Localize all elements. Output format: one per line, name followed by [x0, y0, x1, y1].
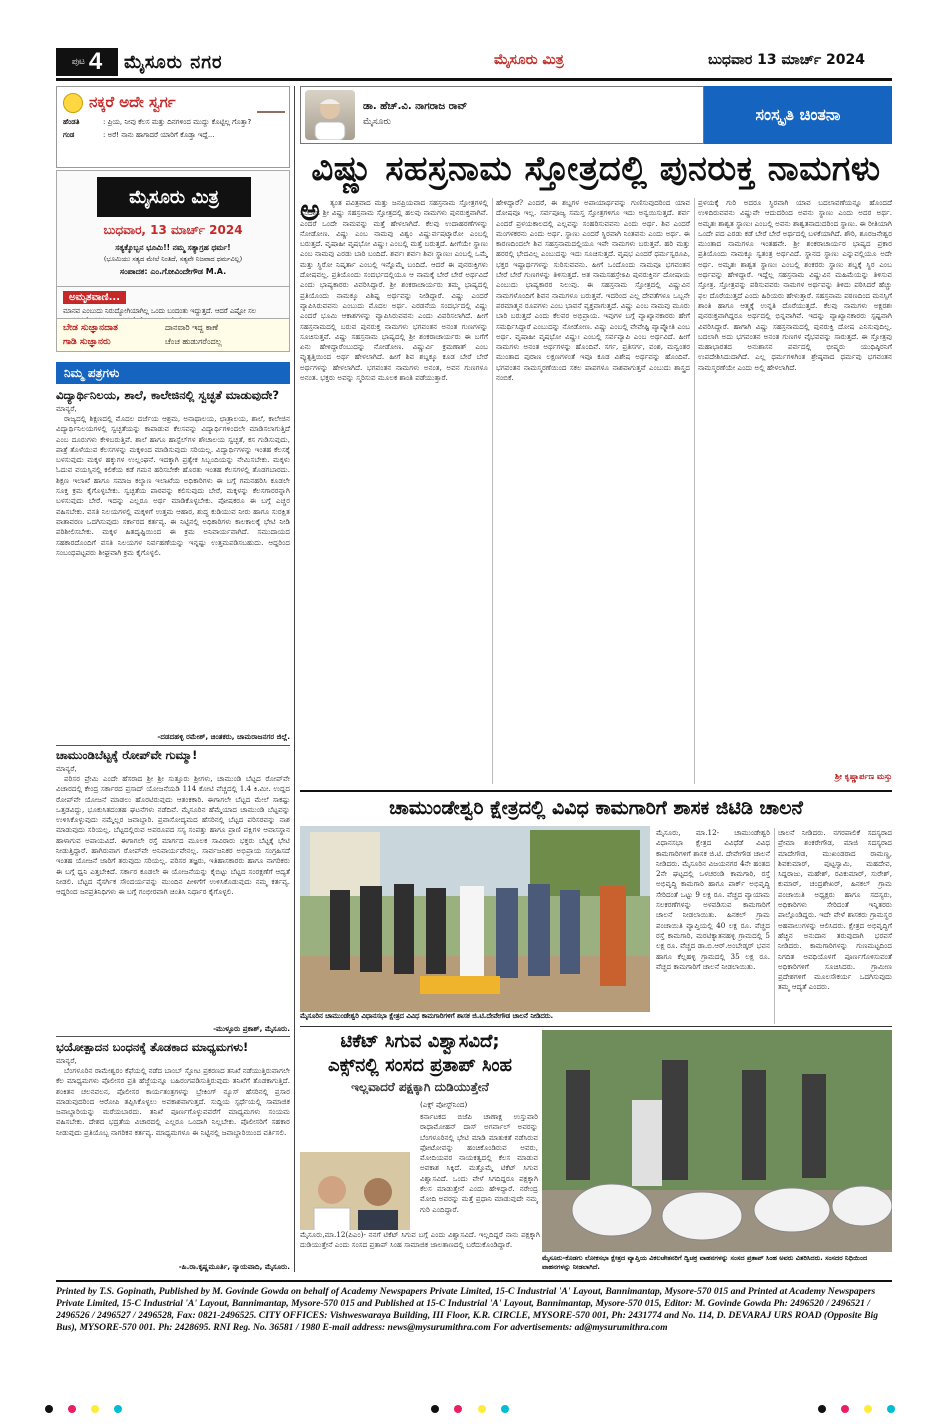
- scooter-distribution-photo: [542, 1030, 892, 1252]
- joke-box: [56, 86, 290, 168]
- column-divider: [492, 198, 493, 784]
- letter3-headline: ಭಯೋತ್ಪಾದನ ಬಂಧನಕ್ಕೆ ತೊಡಕಾದ ಮಾಧ್ಯಮಗಳು!: [56, 1040, 249, 1054]
- ticket-subhead: ಇಲ್ಲವಾದರೆ ಪಕ್ಷಕ್ಕಾಗಿ ದುಡಿಯುತ್ತೇನೆ: [351, 1080, 489, 1094]
- drop-cap: ಅ: [300, 193, 320, 228]
- masthead-logo: ಮೈಸೂರು ಮಿತ್ರ: [97, 177, 251, 217]
- laughing-face-icon: [63, 93, 83, 117]
- scooter-photo-caption: ಮೈಸೂರು-ಕೊಡಗು ಲೋಕಸಭಾ ಕ್ಷೇತ್ರದ ವ್ಯಾಪ್ತಿಯ ವಿಕಲಚೇತನರಿಗೆ ದ್ವಿಚಕ್ರ ವಾಹನಗಳನ್ನು ಸಂಸದ ಪ್ರತಾಪ್ ಸಿಂಹ ಅವರು ವಿತರಿಸಿದರು. ಸಂಸದರ ನಿಧಿಯಿಂದ ವಾಹನಗಳನ್ನು ನೀಡಲಾಗಿದೆ.: [542, 1254, 868, 1271]
- author-box: [300, 86, 704, 144]
- masthead-tagline-sub: (ಭೂಮಿಯು ಸತ್ಯದ ಮೇಲೆ ನಿಂತಿದೆ, ಸತ್ಯವೇ ನಿಜವಾದ ಧರ್ಮವಿಲ್ಲ): [103, 255, 243, 263]
- joke-dialogue: [63, 117, 285, 140]
- reg-dot: [864, 1405, 872, 1413]
- letter1-salutation: ಮಾನ್ಯರೆ,: [56, 404, 77, 413]
- divider: [56, 1036, 290, 1037]
- main-article-col3: ಪ್ರಳಯಕ್ಕೆ ಗುರಿ ಅದರೂ ಸ್ಥಿರವಾಗಿ ಯಾವ ಬದಲಾವಣೆಯನ್ನೂ ಹೊಂದದೆ ಉಳಿದಿರುವವನು ವಿಷ್ಣುವೇ ಆದುದರಿಂದ ಅವನು ಸ್ಥಾಣು ಎಂದು ಅದರ ಅರ್ಥ. ಅಮೃತಃ ಶಾಶ್ವತ ಸ್ಥಾಣುಃ ಎಂಬಲ್ಲಿ ಅವನು ಶಾಶ್ವತನಾದುದರಿಂದ ಸ್ಥಾಣು. ಈ ರೀತಿಯಾಗಿ ಒಂದೇ ಪದ ಎರಡು ಕಡೆ ಬೇರೆ ಬೇರೆ ಅರ್ಥದಲ್ಲಿ ಬಳಕೆಯಾಗಿದೆ. ಶೌರಿ, ಶೂರಜನೇಶ್ವರ ಮುಂತಾದ ನಾಮಗಳೂ ಇಂತಹವೇ. ಶ್ರೀ ಶಂಕರಾಚಾರ್ಯರ ಭಾಷ್ಯದ ಪ್ರಕಾರ ಪ್ರತಿಯೊಂದು ನಾಮಕ್ಕೂ ಸ್ವತಂತ್ರ ಅರ್ಥವಿದೆ. ಸ್ಥಾನದ ಸ್ಥಾಣು ಎನ್ನುವಲ್ಲಿಯೂ ಅದೇ ಅರ್ಥ. ಅಮೃತಃ ಶಾಶ್ವತ ಸ್ಥಾಣುಃ ಎಂಬಲ್ಲಿ ಶಂಕರರು ಸ್ಥಾಣು ಶಬ್ದಕ್ಕೆ ಸ್ಥಿರ ಎಂಬ ಅರ್ಥವನ್ನು ಹೇಳಿದ್ದಾರೆ. ಇದ್ದೆಲ್ಲ ಸಹಸ್ರನಾಮ ವಿಷ್ಣುವಿನ ಮಹಿಮೆಯನ್ನು ತಿಳಿಸುವ ಸ್ತೋತ್ರ. ಸ್ತೋತ್ರವನ್ನು ಪಠಿಸುವವರು ನಾಮಗಳ ಅರ್ಥವನ್ನು ತಿಳಿದು ಪಠಿಸಿದರೆ ಹೆಚ್ಚು ಫಲ ದೊರೆಯುತ್ತದೆ ಎಂದು ಹಿರಿಯರು ಹೇಳುತ್ತಾರೆ. ಸಹಸ್ರನಾಮ ಪಠಣದಿಂದ ಮನಸ್ಸಿಗೆ ಶಾಂತಿ ಹಾಗೂ ಆತ್ಮಕ್ಕೆ ಉನ್ನತಿ ದೊರೆಯುತ್ತದೆ. ಕೆಲವು ನಾಮಗಳು ಅಕ್ಷರಶಃ ಪುನರುಕ್ತವಾಗಿದ್ದರೂ ಅರ್ಥದಲ್ಲಿ ಭಿನ್ನವಾಗಿವೆ. ಇದನ್ನು ವ್ಯಾಖ್ಯಾನಕಾರರು ಸ್ಪಷ್ಟವಾಗಿ ವಿವರಿಸಿದ್ದಾರೆ. ಹಾಗಾಗಿ ವಿಷ್ಣು ಸಹಸ್ರನಾಮದಲ್ಲಿ ಪುನರುಕ್ತಿ ದೋಷ ಎನಿಸುವುದಿಲ್ಲ. ಬದಲಾಗಿ ಅದು ಭಗವಂತನ ಅನಂತ ಗುಣಗಳ ವೈಭವವನ್ನು ಸಾರುತ್ತದೆ. ಈ ಸ್ತೋತ್ರವು ಮಹಾಭಾರತದ ಅನುಶಾಸನ ಪರ್ವದಲ್ಲಿ ಭೀಷ್ಮರು ಯುಧಿಷ್ಠಿರನಿಗೆ ಉಪದೇಶಿಸಿದುದಾಗಿದೆ. ಎಲ್ಲ ಧರ್ಮಗಳಿಗಿಂತ ಶ್ರೇಷ್ಠವಾದ ಧರ್ಮವು ಭಗವಂತನ ನಾಮಸ್ಮರಣೆಯೇ ಎಂದು ಅಲ್ಲಿ ಹೇಳಲಾಗಿದೆ.: [698, 198, 892, 372]
- registration-marks: [40, 1398, 900, 1410]
- event-photo-caption: ಮೈಸೂರಿನ ಚಾಮುಂಡೇಶ್ವರಿ ವಿಧಾನಸಭಾ ಕ್ಷೇತ್ರದ ವಿವಿಧ ಕಾಮಗಾರಿಗಳಿಗೆ ಶಾಸಕ ಜಿ.ಟಿ.ದೇವೇಗೌಡ ಚಾಲನೆ ನೀಡಿದರು.: [300, 1012, 554, 1020]
- page-number: 4: [88, 48, 103, 75]
- reg-dot: [45, 1405, 53, 1413]
- column-title: ಸಂಸ್ಕೃತಿ ಚಿಂತನಾ: [704, 86, 892, 144]
- ticket-headline-block: [300, 1030, 540, 1096]
- ticket-body-bottom: ಮೈಸೂರು,ಮಾ.12(ಪಿಎಂ)- ನನಗೆ ಟಿಕೆಟ್ ಸಿಗುವ ಬಗ್ಗೆ ಎಂದು ವಿಶ್ವಾಸವಿದೆ. ಇಲ್ಲದಿದ್ದರೆ ನಾನು ಪಕ್ಷಕ್ಕಾಗಿ ದುಡಿಯುತ್ತೇನೆ ಎಂದು ಸಂಸದ ಪ್ರತಾಪ್ ಸಿಂಹ ಸಾಮಾಜಿಕ ಜಾಲತಾಣದಲ್ಲಿ ಬರೆದುಕೊಂಡಿದ್ದಾರೆ.: [300, 1230, 540, 1270]
- verse-left-1: ಬೇಡ ಸುಜ್ಞಾನದಾತ: [63, 323, 118, 333]
- event-photo: [300, 826, 650, 1012]
- divider: [300, 1026, 892, 1027]
- letter3-salutation: ಮಾನ್ಯರೆ,: [56, 1056, 77, 1065]
- amrita-text: ಮಾನವ ಎಂಬುದು ನಿರುದ್ಯೋಗಿಯಾಗಿಲ್ಲ ಒಂದು ಬಂದಂತು ಇದ್ದುತ್ತದೆ. ಆದರೆ ಎಷ್ಟೋ ಸಲ: [63, 307, 257, 315]
- joke-line: [63, 117, 285, 127]
- verse-right-2: ಚೆಂಚ ಹುಡುಗರೆಂದಲ್ಲ: [165, 337, 222, 346]
- main-headline: ವಿಷ್ಣು ಸಹಸ್ರನಾಮ ಸ್ತೋತ್ರದಲ್ಲಿ ಪುನರುಕ್ತ ನಾಮಗಳು: [311, 149, 881, 189]
- masthead-date: ಬುಧವಾರ, 13 ಮಾರ್ಚ್ 2024: [103, 223, 243, 237]
- column-divider: [774, 828, 775, 1024]
- reg-dot: [91, 1405, 99, 1413]
- registration-marks-right: [813, 1398, 900, 1417]
- letter3-body: ಬೆಂಗಳೂರಿನ ರಾಮೇಶ್ವರಂ ಕೆಫೆಯಲ್ಲಿ ನಡೆದ ಬಾಂಬ್ ಸ್ಫೋಟ ಪ್ರಕರಣದ ತನಿಖೆ ನಡೆಯುತ್ತಿರುವಾಗಲೇ ಕೆಲ ಮಾಧ್ಯಮಗಳು ಪೊಲೀಸರ ಪ್ರತಿ ಹೆಜ್ಜೆಯನ್ನೂ ಬಹಿರಂಗಪಡಿಸುತ್ತಿರುವುದು ತನಿಖೆಗೆ ತೊಡಕಾಗುತ್ತಿದೆ. ಶಂಕಿತನ ಚಲನವಲನ, ಪೊಲೀಸರ ಕಾರ್ಯತಂತ್ರಗಳನ್ನು ಬ್ರೇಕಿಂಗ್ ನ್ಯೂಸ್ ಹೆಸರಿನಲ್ಲಿ ಪ್ರಸಾರ ಮಾಡುವುದರಿಂದ ಆರೋಪಿ ತಪ್ಪಿಸಿಕೊಳ್ಳಲು ಅವಕಾಶವಾಗುತ್ತದೆ. ಸುದ್ದಿಯ ಸ್ಪರ್ಧೆಯಲ್ಲಿ ಸಾಮಾಜಿಕ ಜವಾಬ್ದಾರಿಯನ್ನು ಮರೆಯಬಾರದು. ತನಿಖೆ ಪೂರ್ಣಗೊಳ್ಳುವವರೆಗೆ ಮಾಧ್ಯಮಗಳು ಸಂಯಮ ವಹಿಸಬೇಕು. ದೇಶದ ಭದ್ರತೆಯ ವಿಚಾರದಲ್ಲಿ ಎಲ್ಲರೂ ಒಂದಾಗಿ ನಿಲ್ಲಬೇಕು. ಪೊಲೀಸರಿಗೆ ಸಹಕಾರ ನೀಡುವುದು ಪ್ರತಿಯೊಬ್ಬ ನಾಗರಿಕನ ಕರ್ತವ್ಯ. ಮಾಧ್ಯಮಗಳೂ ಈ ನಿಟ್ಟಿನಲ್ಲಿ ಜವಾಬ್ದಾರಿಯಿಂದ ವರ್ತಿಸಲಿ.: [56, 1066, 290, 1137]
- main-article-col2: ಹೇಳಿದ್ದಾರೆ? ಎಂದರೆ, ಈ ಶಬ್ದಗಳ ಅಪಾಯಾರ್ಥವನ್ನು ಗುಣಿಸುವುದರಿಂದ ಯಾವ ದೋಷವೂ ಇಲ್ಲ. ಸರ್ವಪೂಜ್ಯ ಸಮಸ್ತ ಸ್ತೋತ್ರಗಳಿಗೂ ಇದು ಅನ್ವಯಿಸುತ್ತದೆ. ಶರ್ವ ಎಂದರೆ ಪ್ರಳಯಕಾಲದಲ್ಲಿ ಎಲ್ಲವನ್ನು ಸಂಹರಿಸುವವನು ಎಂದು ಅರ್ಥ. ಶಿವ ಎಂದರೆ ಮಂಗಳಕರನು ಎಂದು ಅರ್ಥ. ಸ್ಥಾಣು ಎಂದರೆ ಸ್ಥಿರವಾಗಿ ನಿಂತವನು ಎಂದು ಅರ್ಥ. ಈ ಕಾರಣದಿಂದಲೇ ಶಿವ ಸಹಸ್ರನಾಮದಲ್ಲಿಯೂ ಇವೇ ನಾಮಗಳು ಬರುತ್ತವೆ. ಹರಿ ಮತ್ತು ಹರರಲ್ಲಿ ಭೇದವಿಲ್ಲ ಎಂಬುದನ್ನು ಇದು ಸೂಚಿಸುತ್ತದೆ. ವೃಷಭ ಎಂದರೆ ಧರ್ಮಸ್ವರೂಪಿ, ಭಕ್ತರ ಇಷ್ಟಾರ್ಥಗಳನ್ನು ಸುರಿಸುವವನು. ಹೀಗೆ ಒಂದೊಂದು ನಾಮವೂ ಭಗವಂತನ ಬೇರೆ ಬೇರೆ ಗುಣಗಳನ್ನು ತಿಳಿಸುತ್ತದೆ. ಅತ ನಾಮಸಹಸ್ರೇಽಪಿ ಪುನರುಕ್ತಿರ್ನ ದೋಷಾಯ ಎಂಬುದು ಭಾಷ್ಯಕಾರರ ನಿಲುವು. ಈ ಸಹಸ್ರನಾಮ ಸ್ತೋತ್ರದಲ್ಲಿ ವಿಷ್ಣುವಿನ ನಾಮಗಳೊಂದಿಗೆ ಶಿವನ ನಾಮಗಳೂ ಬರುತ್ತವೆ. ಇದರಿಂದ ಎಲ್ಲ ದೇವತೆಗಳೂ ಒಬ್ಬನೇ ಪರಮಾತ್ಮನ ರೂಪಗಳು ಎಂಬ ಭಾವನೆ ವ್ಯಕ್ತವಾಗುತ್ತದೆ. ವಿಷ್ಣು ಎಂಬ ನಾಮವು ಮೂರು ಬಾರಿ ಬರುತ್ತದೆ ಎಂದು ಕೆಲವರ ಅಭಿಪ್ರಾಯ. ಇವುಗಳ ಬಗ್ಗೆ ವ್ಯಾಖ್ಯಾನಕಾರರು ಹೇಗೆ ಸಮರ್ಥಿಸಿದ್ದಾರೆ ಎಂಬುದನ್ನು ನೋಡೋಣ. ವಿಷ್ಣು ಎಂಬಲ್ಲಿ ವೇವೇಷ್ಟಿ ವ್ಯಾಪ್ನೋತಿ ಎಂಬ ಅರ್ಥ. ವೃಷಾಹೀ ವೃಷಭೋ ವಿಷ್ಣುಃ ಎಂಬಲ್ಲಿ ಸರ್ವವ್ಯಾಪಿ ಎಂಬ ಅರ್ಥವಿದೆ. ಹೀಗೆ ನಾಮಗಳು ಅನಂತ ಅರ್ಥಗಳನ್ನು ಹೊಂದಿವೆ. ಸರ್ಗ, ಪ್ರತಿಸರ್ಗ, ವಂಶ, ಮನ್ವಂತರ ಮುಂತಾದ ಪುರಾಣ ಲಕ್ಷಣಗಳಂತೆ ಇವೂ ಕೂಡ ವಿಶೇಷ ಅರ್ಥವನ್ನು ಹೊಂದಿವೆ. ಭಗವಂತನ ನಾಮಸ್ಮರಣೆಯಿಂದ ಸಕಲ ಪಾಪಗಳೂ ನಾಶವಾಗುತ್ತವೆ ಎಂಬುದು ಶಾಸ್ತ್ರದ ನಂಬಿಕೆ.: [496, 198, 690, 383]
- reg-dot: [454, 1405, 462, 1413]
- ticket-body-side: ಕರ್ನಾಟಕದ ಬಿಜೆಪಿ ಚಾಣಾಕ್ಷ ಉಸ್ತುವಾರಿ ರಾಧಾಮೋಹನ್ ದಾಸ್ ಅಗರ್ವಾಲ್ ಅವರನ್ನು ಬೆಂಗಳೂರಿನಲ್ಲಿ ಭೇಟಿ ಮಾಡಿ ಮಾತುಕತೆ ನಡೆಸಿರುವ ಫೋಟೋವನ್ನು ಹಂಚಿಕೊಂಡಿರುವ ಅವರು, ಮೋದಿಯವರ ನಾಯಕತ್ವದಲ್ಲಿ ಕೆಲಸ ಮಾಡುವ ಅವಕಾಶ ಸಿಕ್ಕಿದೆ. ಮತ್ತೊಮ್ಮೆ ಟಿಕೆಟ್ ಸಿಗುವ ವಿಶ್ವಾಸವಿದೆ. ಒಂದು ವೇಳೆ ಸಿಗದಿದ್ದರೂ ಪಕ್ಷಕ್ಕಾಗಿ ಕೆಲಸ ಮಾಡುತ್ತೇನೆ ಎಂದು ಹೇಳಿದ್ದಾರೆ. ನರೇಂದ್ರ ಮೋದಿ ಅವರನ್ನು ಮತ್ತೆ ಪ್ರಧಾನಿ ಮಾಡುವುದೇ ನಮ್ಮ ಗುರಿ ಎಂದಿದ್ದಾರೆ.: [420, 1112, 538, 1214]
- letter2-salutation: ಮಾನ್ಯರೆ,: [56, 764, 77, 773]
- verse-box: [56, 318, 290, 352]
- letter1-signature: -ದಡದಹಳ್ಳಿ ರಮೇಶ್, ಚಿಂತಕರು, ಚಾಮರಾಜನಗರ ಜಿಲ್ಲೆ.: [157, 732, 290, 741]
- reg-dot: [818, 1405, 826, 1413]
- letters-section-title: ನಿಮ್ಮ ಪತ್ರಗಳು: [56, 362, 290, 384]
- chamundeshwari-col2: ಚಾಲನೆ ನೀಡಿದರು. ನಗರಪಾಲಿಕೆ ಸದಸ್ಯರಾದ ಪ್ರೇಮಾ ಶಂಕರೇಗೌಡ, ಮಾಜಿ ಸದಸ್ಯರಾದ ಮಾದೇಗೌಡ, ಮುಖಂಡರಾದ ರಾಮಣ್ಣ, ಶಿವಕುಮಾರ್, ಪುಟ್ಟಸ್ವಾಮಿ, ಮಹದೇವ, ಸಿದ್ದರಾಜು, ಮಹೇಶ್, ರವಿಕುಮಾರ್, ಸುರೇಶ್, ಕುಮಾರ್, ಚಂದ್ರಶೇಖರ್, ಹಿನಕಲ್ ಗ್ರಾಮ ಪಂಚಾಯಿತಿ ಅಧ್ಯಕ್ಷರು ಹಾಗೂ ಸದಸ್ಯರು, ಅಧಿಕಾರಿಗಳು ಸೇರಿದಂತೆ ಇನ್ನಿತರರು ಪಾಲ್ಗೊಂಡಿದ್ದರು. ಇದೇ ವೇಳೆ ಶಾಸಕರು ಗ್ರಾಮಸ್ಥರ ಅಹವಾಲುಗಳನ್ನು ಆಲಿಸಿದರು. ಕ್ಷೇತ್ರದ ಅಭಿವೃದ್ಧಿಗೆ ಹೆಚ್ಚಿನ ಅನುದಾನ ತರುವುದಾಗಿ ಭರವಸೆ ನೀಡಿದರು. ಕಾಮಗಾರಿಗಳನ್ನು ಗುಣಮಟ್ಟದಿಂದ ನಿಗದಿತ ಅವಧಿಯೊಳಗೆ ಪೂರ್ಣಗೊಳಿಸುವಂತೆ ಅಧಿಕಾರಿಗಳಿಗೆ ಸೂಚಿಸಿದರು. ಗ್ರಾಮೀಣ ಪ್ರದೇಶಗಳಿಗೆ ಮೂಲಸೌಕರ್ಯ ಒದಗಿಸುವುದು ತಮ್ಮ ಆದ್ಯತೆ ಎಂದರು.: [778, 828, 892, 992]
- joke-speaker: ಗಂಡ: [63, 131, 75, 139]
- masthead-editor: ಸಂಪಾದಕ: ಎಂ.ಗೋವಿಂದೇಗೌಡ M.A.: [119, 267, 227, 276]
- joke-text: : ಪ್ರಿಯ, ನೀವು ಕೆಲಸ ಮತ್ತು ದಿನಗಳಿಂದ ಮುದ್ದು ಕೊಟ್ಟಿಲ್ಲ ಗೊತ್ತಾ?: [103, 118, 252, 126]
- author-photo: [305, 90, 355, 140]
- ticket-dateline: (ಎಕ್ಸ್ ಪೋಸ್ಟ್‌ನಿಂದ): [420, 1100, 468, 1109]
- letter1-headline: ವಿದ್ಯಾರ್ಥಿನಿಲಯ, ಶಾಲೆ, ಕಾಲೇಜಿನಲ್ಲಿ ಸ್ವಚ್ಛತೆ ಮಾಡುವುದೇ?: [56, 388, 280, 402]
- cartoon-icon: [257, 91, 285, 113]
- verse-right-1: ದಾನವಾರಿ ಇದ್ದ ಕಾಣೆ: [165, 323, 219, 332]
- header-date: ಬುಧವಾರ 13 ಮಾರ್ಚ್ 2024: [708, 52, 865, 68]
- reg-dot: [478, 1405, 486, 1413]
- letter2-headline: ಚಾಮುಂಡಿಬೆಟ್ಟಕ್ಕೆ ರೋಪ್‌ವೇ ಗುಮ್ಮಾ!: [56, 748, 198, 762]
- page-label: ಪುಟ: [71, 57, 85, 67]
- registration-marks-left: [40, 1398, 127, 1417]
- letter2-body: ಪರಿಸರ ಪ್ರೇಮಿ ಎಂದೇ ಹೆಸರಾದ ಶ್ರೀ ಶ್ರೀ ಸುತ್ತೂರು ಶ್ರೀಗಳು, ಚಾಮುಂಡಿ ಬೆಟ್ಟದ ರೋಪ್‌ವೇ ವಿಚಾರದಲ್ಲಿ ಕೇಂದ್ರ ಸರ್ಕಾರದ ಪ್ರಸಾದ್ ಯೋಜನೆಯಡಿ 114 ಕೋಟಿ ವೆಚ್ಚದಲ್ಲಿ 1.4 ಕಿ.ಮೀ. ಉದ್ದದ ರೋಪ್‌ವೇ ಯೋಜನೆ ಮಾಡಲು ಹೊರಟಿರುವುದು ಆತಂಕಕಾರಿ. ಈಗಾಗಲೇ ಬೆಟ್ಟದ ಮೇಲೆ ಸಾಕಷ್ಟು ಒತ್ತಡವಿದ್ದು, ಭೂಕುಸಿತದಂತಹ ಘಟನೆಗಳು ನಡೆದಿವೆ. ಮೈಸೂರಿನ ಹೆಮ್ಮೆಯಾದ ಚಾಮುಂಡಿ ಬೆಟ್ಟವನ್ನು ಉಳಿಸಿಕೊಳ್ಳುವುದು ನಮ್ಮೆಲ್ಲರ ಜವಾಬ್ದಾರಿ. ಪ್ರವಾಸೋದ್ಯಮದ ಹೆಸರಿನಲ್ಲಿ ಬೆಟ್ಟದ ಪರಿಸರವನ್ನು ನಾಶ ಮಾಡುವುದು ಸರಿಯಲ್ಲ. ಬೆಟ್ಟದಲ್ಲಿರುವ ಅಪರೂಪದ ಸಸ್ಯ ಸಂಪತ್ತು ಹಾಗೂ ಪ್ರಾಣಿ ಪಕ್ಷಿಗಳ ಆವಾಸಸ್ಥಾನ ಹಾಳಾಗುವ ಅಪಾಯವಿದೆ. ಈಗಾಗಲೇ ರಸ್ತೆ ಮಾರ್ಗದ ಮೂಲಕ ಸಾವಿರಾರು ಭಕ್ತರು ಬೆಟ್ಟಕ್ಕೆ ಭೇಟಿ ನೀಡುತ್ತಿದ್ದಾರೆ. ಹಾಗಿರುವಾಗ ರೋಪ್‌ವೇ ಅನಿವಾರ್ಯವೇನಲ್ಲ. ಸಾರ್ವಜನಿಕರ ಅಭಿಪ್ರಾಯ ಸಂಗ್ರಹಿಸದೆ ಇಂತಹ ಯೋಜನೆ ಜಾರಿಗೆ ತರುವುದು ಸರಿಯಲ್ಲ. ಪರಿಸರ ತಜ್ಞರು, ಇತಿಹಾಸಕಾರರು ಹಾಗೂ ನಾಗರಿಕರು ಈ ಬಗ್ಗೆ ಧ್ವನಿ ಎತ್ತಬೇಕಿದೆ. ಸರ್ಕಾರ ಕೂಡಲೇ ಈ ಯೋಜನೆಯನ್ನು ಕೈಬಿಟ್ಟು ಬೆಟ್ಟದ ಸಂರಕ್ಷಣೆಗೆ ಆದ್ಯತೆ ನೀಡಲಿ. ಬೆಟ್ಟದ ನೈಸರ್ಗಿಕ ಸೌಂದರ್ಯವನ್ನು ಮುಂದಿನ ಪೀಳಿಗೆಗೆ ಉಳಿಸಿಕೊಡುವುದು ನಮ್ಮ ಕರ್ತವ್ಯ. ಆದ್ದರಿಂದ ಜನಪ್ರತಿನಿಧಿಗಳು ಈ ಬಗ್ಗೆ ಗಂಭೀರವಾಗಿ ಚಿಂತಿಸಿ ನಿರ್ಧಾರ ಕೈಗೊಳ್ಳಲಿ.: [56, 774, 290, 897]
- reg-dot: [68, 1405, 76, 1413]
- reg-dot: [114, 1405, 122, 1413]
- column-divider: [294, 86, 295, 1272]
- verse-left-2: ಗಾಡಿ ಸುಜ್ಞಾನರು: [63, 337, 111, 347]
- masthead-tagline: ಸತ್ಯಕ್ಕೊಬ್ಬನ ಭೂಮಿ!! ನಮ್ಮ ಸತ್ಯಾಗ್ರಹ ಧರ್ಮ!: [115, 243, 231, 252]
- chamundeshwari-headline: ಚಾಮುಂಡೇಶ್ವರಿ ಕ್ಷೇತ್ರದಲ್ಲಿ ವಿವಿಧ ಕಾಮಗಾರಿಗೆ ಶಾಸಕ ಜಿಟಿಡಿ ಚಾಲನೆ: [300, 790, 892, 822]
- header-rule: [56, 78, 892, 81]
- author-place: ಮೈಸೂರು: [363, 117, 391, 127]
- letter3-signature: -ಹಿ.ರಾ.ಕೃಷ್ಣಮೂರ್ತಿ, ನ್ಯಾಯವಾದಿ, ಮೈಸೂರು.: [178, 1262, 290, 1271]
- ticket-headline-1: ಟಿಕೆಟ್ ಸಿಗುವ ವಿಶ್ವಾಸವಿದೆ;: [340, 1031, 500, 1052]
- divider: [56, 745, 290, 746]
- joke-line: [63, 130, 285, 140]
- joke-title: ನಕ್ಕರೆ ಅದೇ ಸ್ವರ್ಗ: [89, 93, 176, 111]
- author-name: ಡಾ. ಹೆಚ್.ವಿ. ನಾಗರಾಜ ರಾವ್: [363, 101, 468, 112]
- masthead-small: ಮೈಸೂರು ಮಿತ್ರ: [494, 52, 564, 68]
- reg-dot: [841, 1405, 849, 1413]
- reg-dot: [887, 1405, 895, 1413]
- joke-text: : ಅರೆ! ನಾನು ಹಾಗಾದರೆ ಯಾರಿಗೆ ಕೊಡ್ತಾ ಇದ್ದೆ...: [103, 131, 215, 139]
- footer-imprint: Printed by T.S. Gopinath, Published by M. Govinde Gowda on behalf of Academy Newspapers Private Limited, 15-C Industrial 'A' Layout, Bannimantap, Mysore-570 015 and Printed at Academy Newspapers Private Limited, 15-C Industrial 'A' Layout, Bannimantap, Mysore-570 015 and Published at 15-C Industrial 'A' Layout, Bannimantap, Mysore-570 015, Editor: M. Govinde Gowda Ph: 2496520 / 2496521 / 2496526 / 2496527 / 2496528, Fax: 0821-2496525. CITY OFFICES: Vishweswaraya Building, III Floor, K.R. CIRCLE, MYSORE-570 001, Ph: 2431774 and No. 114, D. DEVARAJ URS ROAD (Opposite Big Bus), MYSORE-570 001. Ph: 2428695. RNI Reg. No. 36581 / 1980 E-mail address: news@mysurumithra.com For advertisements: ad@mysurumithra.com: [56, 1280, 892, 1374]
- page-number-badge: [56, 48, 118, 76]
- article-signature: ಶ್ರೀ ಕೃಷ್ಣಾರ್ಪಣ ಮಸ್ತು: [834, 772, 892, 781]
- reg-dot: [501, 1405, 509, 1413]
- section-title: ಮೈಸೂರು ನಗರ: [124, 52, 223, 73]
- registration-marks-center: [426, 1398, 513, 1417]
- reg-dot: [431, 1405, 439, 1413]
- ticket-headline-2: ಎಕ್ಸ್‌ನಲ್ಲಿ ಸಂಸದ ಪ್ರತಾಪ್ ಸಿಂಹ: [328, 1055, 512, 1076]
- column-divider: [694, 198, 695, 784]
- joke-speaker: ಹೆಂಡತಿ: [63, 118, 80, 126]
- letter2-signature: -ಮುಳ್ಳೂರು ಪ್ರಕಾಶ್, ಮೈಸೂರು.: [213, 1024, 290, 1033]
- chamundeshwari-col1: ಮೈಸೂರು, ಮಾ.12- ಚಾಮುಂಡೇಶ್ವರಿ ವಿಧಾನಸಭಾ ಕ್ಷೇತ್ರದ ವಿವಿಧೆಡೆ ವಿವಿಧ ಕಾಮಗಾರಿಗಳಿಗೆ ಶಾಸಕ ಜಿ.ಟಿ. ದೇವೇಗೌಡ ಚಾಲನೆ ನೀಡಿದರು. ಮೈಸೂರಿನ ವಿಜಯನಗರ 4ನೇ ಹಂತದ 2ನೇ ಘಟ್ಟದಲ್ಲಿ ಒಳಚರಂಡಿ ಕಾಮಗಾರಿ, ರಸ್ತೆ ಅಭಿವೃದ್ಧಿ ಕಾಮಗಾರಿ ಹಾಗೂ ಪಾರ್ಕ್ ಅಭಿವೃದ್ಧಿ ಸೇರಿದಂತೆ ಒಟ್ಟು 9 ಲಕ್ಷ ರೂ. ವೆಚ್ಚದ ವ್ಯಾಯಾಮ ಸಲಕರಣೆಗಳನ್ನು ಅಳವಡಿಸುವ ಕಾಮಗಾರಿಗೆ ಚಾಲನೆ ನೀಡಲಾಯಿತು. ಹಿನಕಲ್ ಗ್ರಾಮ ಪಂಚಾಯಿತಿ ವ್ಯಾಪ್ತಿಯಲ್ಲಿ 40 ಲಕ್ಷ ರೂ. ವೆಚ್ಚದ ರಸ್ತೆ ಕಾಮಗಾರಿ, ಮರಟಿಕ್ಯಾತನಹಳ್ಳಿ ಗ್ರಾಮದಲ್ಲಿ 5 ಲಕ್ಷ ರೂ. ವೆಚ್ಚದ ಡಾ.ಬಿ.ಆರ್.ಅಂಬೇಡ್ಕರ್ ಭವನ ಹಾಗೂ ಕೆಲ್ಲಹಳ್ಳಿ ಗ್ರಾಮದಲ್ಲಿ 35 ಲಕ್ಷ ರೂ. ವೆಚ್ಚದ ಕಾಮಗಾರಿಗೆ ಚಾಲನೆ ನೀಡಲಾಯಿತು.: [656, 828, 770, 971]
- amrita-title: ಅಮೃತವಾಣಿ...: [63, 291, 126, 304]
- letter1-body: ರಾಜ್ಯದಲ್ಲಿ ಶಿಕ್ಷಣದಲ್ಲಿ ಮೊದಲ ದರ್ಜೆಯ ಆಶ್ರಮ, ಅನಾಥಾಲಯ, ಛಾತ್ರಾಲಯ, ಶಾಲೆ, ಕಾಲೇಜಿನ ವಿದ್ಯಾರ್ಥಿನಿಲಯಗಳಲ್ಲಿ ಸ್ವಚ್ಛತೆಯನ್ನು ಕಾಪಾಡುವ ಕೆಲಸವನ್ನು ವಿದ್ಯಾರ್ಥಿಗಳಿಂದಲೇ ಮಾಡಿಸಲಾಗುತ್ತಿದೆ ಎಂಬ ದೂರುಗಳು ಕೇಳಿಬರುತ್ತಿವೆ. ಶಾಲೆ ಹಾಗೂ ಹಾಸ್ಟೆಲ್‌ಗಳ ಶೌಚಾಲಯ ಸ್ವಚ್ಛತೆ, ಕಸ ಗುಡಿಸುವುದು, ಪಾತ್ರೆ ತೊಳೆಯುವ ಕೆಲಸಗಳನ್ನು ಮಕ್ಕಳಿಂದ ಮಾಡಿಸುವುದು ಸರಿಯಲ್ಲ. ವಿದ್ಯಾರ್ಥಿಗಳನ್ನು ಇಂತಹ ಕೆಲಸಕ್ಕೆ ಬಳಸುವುದು ಮಕ್ಕಳ ಹಕ್ಕುಗಳ ಉಲ್ಲಂಘನೆ. ಇದಕ್ಕಾಗಿ ಪ್ರತ್ಯೇಕ ಸಿಬ್ಬಂದಿಯನ್ನು ನೇಮಿಸಬೇಕು. ಮಕ್ಕಳು ಓದುವ ವಯಸ್ಸಿನಲ್ಲಿ ಕಲಿಕೆಯ ಕಡೆ ಗಮನ ಹರಿಸಬೇಕೇ ಹೊರತು ಇಂತಹ ಕೆಲಸಗಳಲ್ಲಿ ತೊಡಗಬಾರದು. ಶಿಕ್ಷಣ ಇಲಾಖೆ ಹಾಗೂ ಸಮಾಜ ಕಲ್ಯಾಣ ಇಲಾಖೆಯ ಅಧಿಕಾರಿಗಳು ಈ ಬಗ್ಗೆ ಗಮನಹರಿಸಿ ಕೂಡಲೇ ಸೂಕ್ತ ಕ್ರಮ ಕೈಗೊಳ್ಳಬೇಕು. ಸ್ವಚ್ಛತೆಯ ಪಾಠವನ್ನು ಕಲಿಸುವುದು ಬೇರೆ, ಮಕ್ಕಳನ್ನು ಕೆಲಸಗಾರರನ್ನಾಗಿ ಬಳಸುವುದು ಬೇರೆ. ಇದನ್ನು ಎಲ್ಲರೂ ಅರ್ಥ ಮಾಡಿಕೊಳ್ಳಬೇಕು. ಪೋಷಕರೂ ಈ ಬಗ್ಗೆ ಎಚ್ಚರ ವಹಿಸಬೇಕು. ವಸತಿ ನಿಲಯಗಳಲ್ಲಿ ಮಕ್ಕಳಿಗೆ ಉತ್ತಮ ಆಹಾರ, ಶುದ್ಧ ಕುಡಿಯುವ ನೀರು ಹಾಗೂ ಸುರಕ್ಷಿತ ವಾತಾವರಣ ಒದಗಿಸುವುದು ಸರ್ಕಾರದ ಕರ್ತವ್ಯ. ಈ ನಿಟ್ಟಿನಲ್ಲಿ ಅಧಿಕಾರಿಗಳು ಕಾಲಕಾಲಕ್ಕೆ ಭೇಟಿ ನೀಡಿ ಪರಿಶೀಲಿಸಬೇಕು. ಮಕ್ಕಳ ಹಿತದೃಷ್ಟಿಯಿಂದ ಈ ಕ್ರಮ ಅನಿವಾರ್ಯವಾಗಿದೆ. ಸಮುದಾಯದ ಸಹಕಾರದೊಂದಿಗೆ ವಸತಿ ನಿಲಯಗಳ ನಿರ್ವಹಣೆಯನ್ನು ಇನ್ನಷ್ಟು ಉತ್ತಮಪಡಿಸಬಹುದು. ಆದ್ದರಿಂದ ಸಂಬಂಧಪಟ್ಟವರು ಶೀಘ್ರವಾಗಿ ಕ್ರಮ ಕೈಗೊಳ್ಳಲಿ.: [56, 414, 290, 557]
- main-article-col1: ತ್ಯಂತ ಪವಿತ್ರವಾದ ಮತ್ತು ಜನಪ್ರಿಯವಾದ ಸಹಸ್ರನಾಮ ಸ್ತೋತ್ರಗಳಲ್ಲಿ ಒಂದಾದ ಶ್ರೀ ವಿಷ್ಣು ಸಹಸ್ರನಾಮ ಸ್ತೋತ್ರದಲ್ಲಿ ಹಲವು ನಾಮಗಳು ಪುನರುಕ್ತವಾಗಿವೆ. ಎಂದರೆ ಒಂದೇ ನಾಮವನ್ನು ಮತ್ತೆ ಹೇಳಲಾಗಿದೆ. ಕೆಲವು ಉದಾಹರಣೆಗಳನ್ನು ನೋಡೋಣ. ವಿಷ್ಣು ಎಂಬ ನಾಮವು ವಿಶ್ವಂ ವಿಷ್ಣುರ್ವಷಟ್ಕಾರೋ ಎಂಬಲ್ಲಿ ಬರುತ್ತದೆ. ವೃಷಾಹೀ ವೃಷಭೋ ವಿಷ್ಣುಃ ಎಂಬಲ್ಲಿ ಮತ್ತೆ ಬರುತ್ತದೆ. ಹೀಗೆಯೇ ಸ್ಥಾಣು ಎಂಬ ನಾಮವು ಎರಡು ಬಾರಿ ಬಂದಿದೆ. ಶರ್ವಃ ಶರ್ವಃ ಶಿವಃ ಸ್ಥಾಣುಃ ಎಂಬಲ್ಲಿ ಒಮ್ಮೆ ಮತ್ತು ಸ್ಥಿರೋ ನಿಷ್ಕರ್ತಾ ಎಂಬಲ್ಲಿ ಇನ್ನೊಮ್ಮೆ ಬಂದಿದೆ. ಆದರೆ ಈ ಪುನರುಕ್ತಿಗಳು ದೋಷವಲ್ಲ. ಪ್ರತಿಯೊಂದು ಸಂದರ್ಭದಲ್ಲಿಯೂ ಆ ನಾಮಕ್ಕೆ ಬೇರೆ ಬೇರೆ ಅರ್ಥವಿದೆ ಎಂದು ಭಾಷ್ಯಕಾರರು ವಿವರಿಸಿದ್ದಾರೆ. ಶ್ರೀ ಶಂಕರಾಚಾರ್ಯರು ತಮ್ಮ ಭಾಷ್ಯದಲ್ಲಿ ಪ್ರತಿಯೊಂದು ನಾಮಕ್ಕೂ ವಿಶಿಷ್ಟ ಅರ್ಥವನ್ನು ನೀಡಿದ್ದಾರೆ. ವಿಷ್ಣು ಎಂದರೆ ವ್ಯಾಪಿಸಿರುವವನು ಎಂಬುದು ಮೊದಲ ಅರ್ಥ. ಎರಡನೆಯ ಸಂದರ್ಭದಲ್ಲಿ ವಿಷ್ಣು ಎಂದರೆ ಭೂಮಿ ಆಕಾಶಗಳನ್ನು ವ್ಯಾಪಿಸಿರುವವನು ಎಂದು ವಿವರಿಸಲಾಗಿದೆ. ಹೀಗೆ ಸಹಸ್ರನಾಮದಲ್ಲಿ ಬರುವ ಪುನರುಕ್ತ ನಾಮಗಳು ಭಗವಂತನ ಅನಂತ ಗುಣಗಳನ್ನು ಸೂಚಿಸುತ್ತವೆ. ವಿಷ್ಣು ಸಹಸ್ರನಾಮ ಭಾಷ್ಯದಲ್ಲಿ ಶ್ರೀ ಶಂಕರಾಚಾರ್ಯರು ಈ ಬಗೆಗೆ ಏನು ಹೇಳಿದ್ದಾರೆಂಬುದನ್ನು ನೋಡೋಣ. ವಿಷ್ಣುರ್ವಿ ಕ್ರಮಣಾತ್ ಎಂಬ ವ್ಯುತ್ಪತ್ತಿಯಿಂದ ಅರ್ಥ ಹೇಳಲಾಗಿದೆ. ಹೀಗೆ ಶಿವ ಶಬ್ದಕ್ಕೂ ಕೂಡ ಬೇರೆ ಬೇರೆ ಅರ್ಥಗಳನ್ನು ಹೇಳಲಾಗಿದೆ. ಭಗವಂತನ ನಾಮಗಳು ಅನಂತ, ಅವನ ಗುಣಗಳೂ ಅನಂತ. ಭಕ್ತರು ಅವನ್ನು ಸ್ಮರಿಸುವ ಮೂಲಕ ಶಾಂತಿ ಪಡೆಯುತ್ತಾರೆ.: [300, 198, 488, 383]
